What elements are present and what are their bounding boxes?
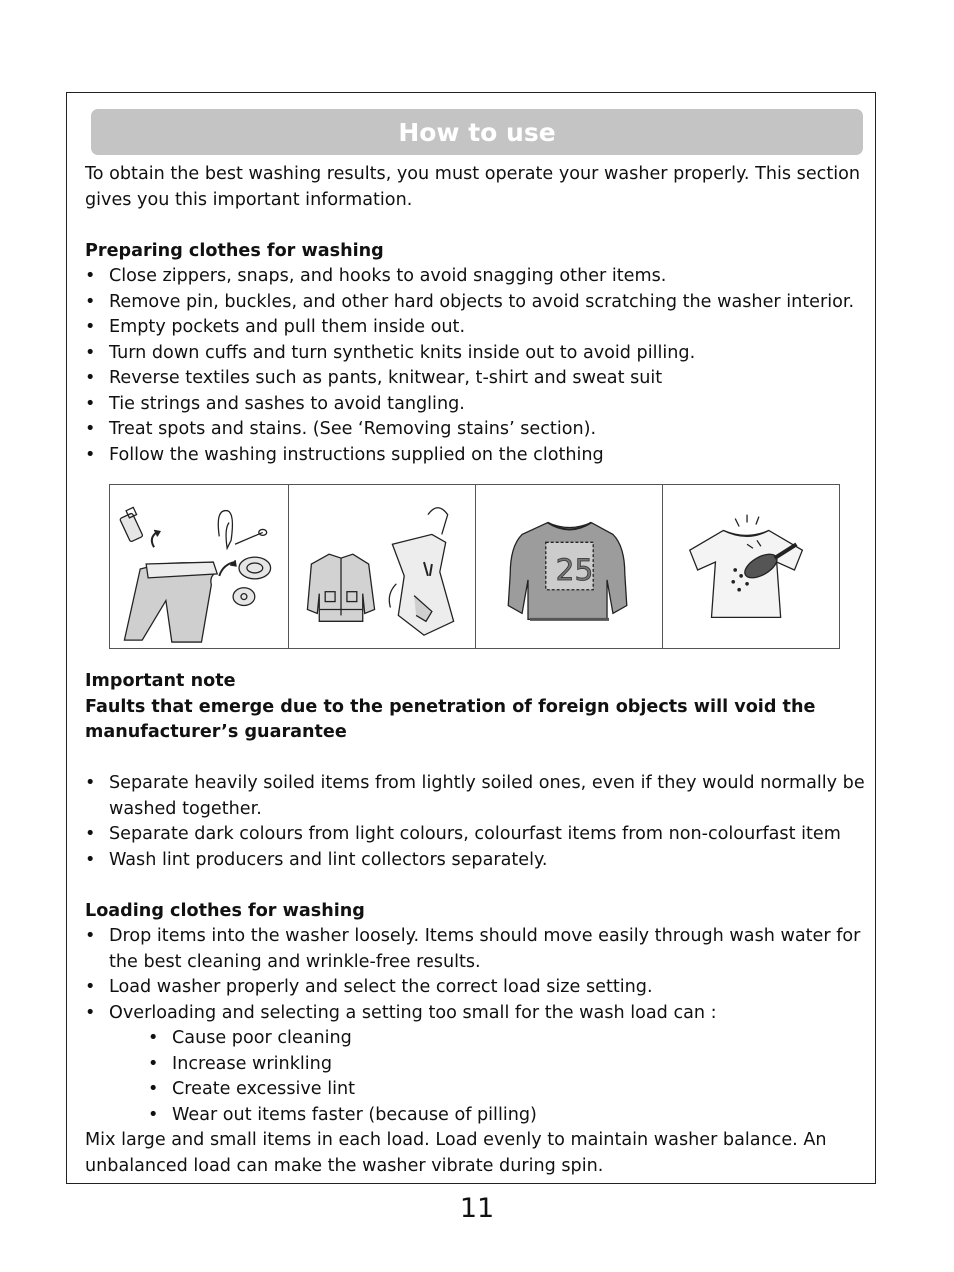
separate-list bbox=[85, 771, 870, 873]
svg-text:25: 25 bbox=[555, 551, 594, 587]
loading-list bbox=[85, 924, 870, 1026]
list-item: • Separate heavily soiled items from lightly soiled ones, even if they would normally be washed together. bbox=[85, 771, 870, 822]
illustration-strip bbox=[109, 484, 840, 649]
closing-text: Mix large and small items in each load. Load evenly to maintain washer balance. An unbalanced load can make the washer vibrate during spin. bbox=[85, 1130, 827, 1176]
list-item: • Wear out items faster (because of pilling) bbox=[85, 1103, 870, 1129]
content bbox=[85, 162, 870, 1179]
list-item: • Reverse textiles such as pants, knitwear, t-shirt and sweat suit bbox=[85, 366, 870, 392]
section-title: How to use bbox=[91, 109, 863, 155]
jacket-and-apron-illustration bbox=[289, 485, 476, 648]
list-item: • Drop items into the washer loosely. Items should move easily through wash water for the best cleaning and wrinkle-free results. bbox=[85, 924, 870, 975]
intro-text: To obtain the best washing results, you must operate your washer properly. This section gives you this important information. bbox=[85, 164, 861, 210]
list-item: • Treat spots and stains. (See ‘Removing stains’ section). bbox=[85, 417, 870, 443]
list-item: • Load washer properly and select the correct load size setting. bbox=[85, 975, 870, 1001]
list-item: • Tie strings and sashes to avoid tangling. bbox=[85, 392, 870, 418]
list-item: • Overloading and selecting a setting too small for the wash load can : bbox=[85, 1001, 870, 1027]
list-item: • Cause poor cleaning bbox=[85, 1026, 870, 1052]
note-warning: Faults that emerge due to the penetration of foreign objects will void the manufacturer’s guarantee bbox=[85, 696, 816, 742]
list-item: • Close zippers, snaps, and hooks to avoid snagging other items. bbox=[85, 264, 870, 290]
page-number: 11 bbox=[459, 1193, 495, 1224]
overloading-effects-list bbox=[85, 1026, 870, 1128]
list-item: • Wash lint producers and lint collectors separately. bbox=[85, 848, 870, 874]
list-item: • Separate dark colours from light colours, colourfast items from non-colourfast item bbox=[85, 822, 870, 848]
pockets-emptying-illustration bbox=[110, 485, 289, 648]
list-item: • Empty pockets and pull them inside out. bbox=[85, 315, 870, 341]
tshirt-brushing-illustration bbox=[663, 485, 840, 648]
list-item: • Turn down cuffs and turn synthetic knits inside out to avoid pilling. bbox=[85, 341, 870, 367]
list-item: • Follow the washing instructions supplied on the clothing bbox=[85, 443, 870, 469]
sweater-illustration bbox=[476, 485, 663, 648]
preparing-heading: Preparing clothes for washing bbox=[85, 240, 384, 261]
list-item: • Create excessive lint bbox=[85, 1077, 870, 1103]
loading-heading: Loading clothes for washing bbox=[85, 900, 365, 921]
list-item: • Increase wrinkling bbox=[85, 1052, 870, 1078]
list-item: • Remove pin, buckles, and other hard objects to avoid scratching the washer interior. bbox=[85, 290, 870, 316]
preparing-list bbox=[85, 264, 870, 468]
note-heading: Important note bbox=[85, 671, 236, 691]
